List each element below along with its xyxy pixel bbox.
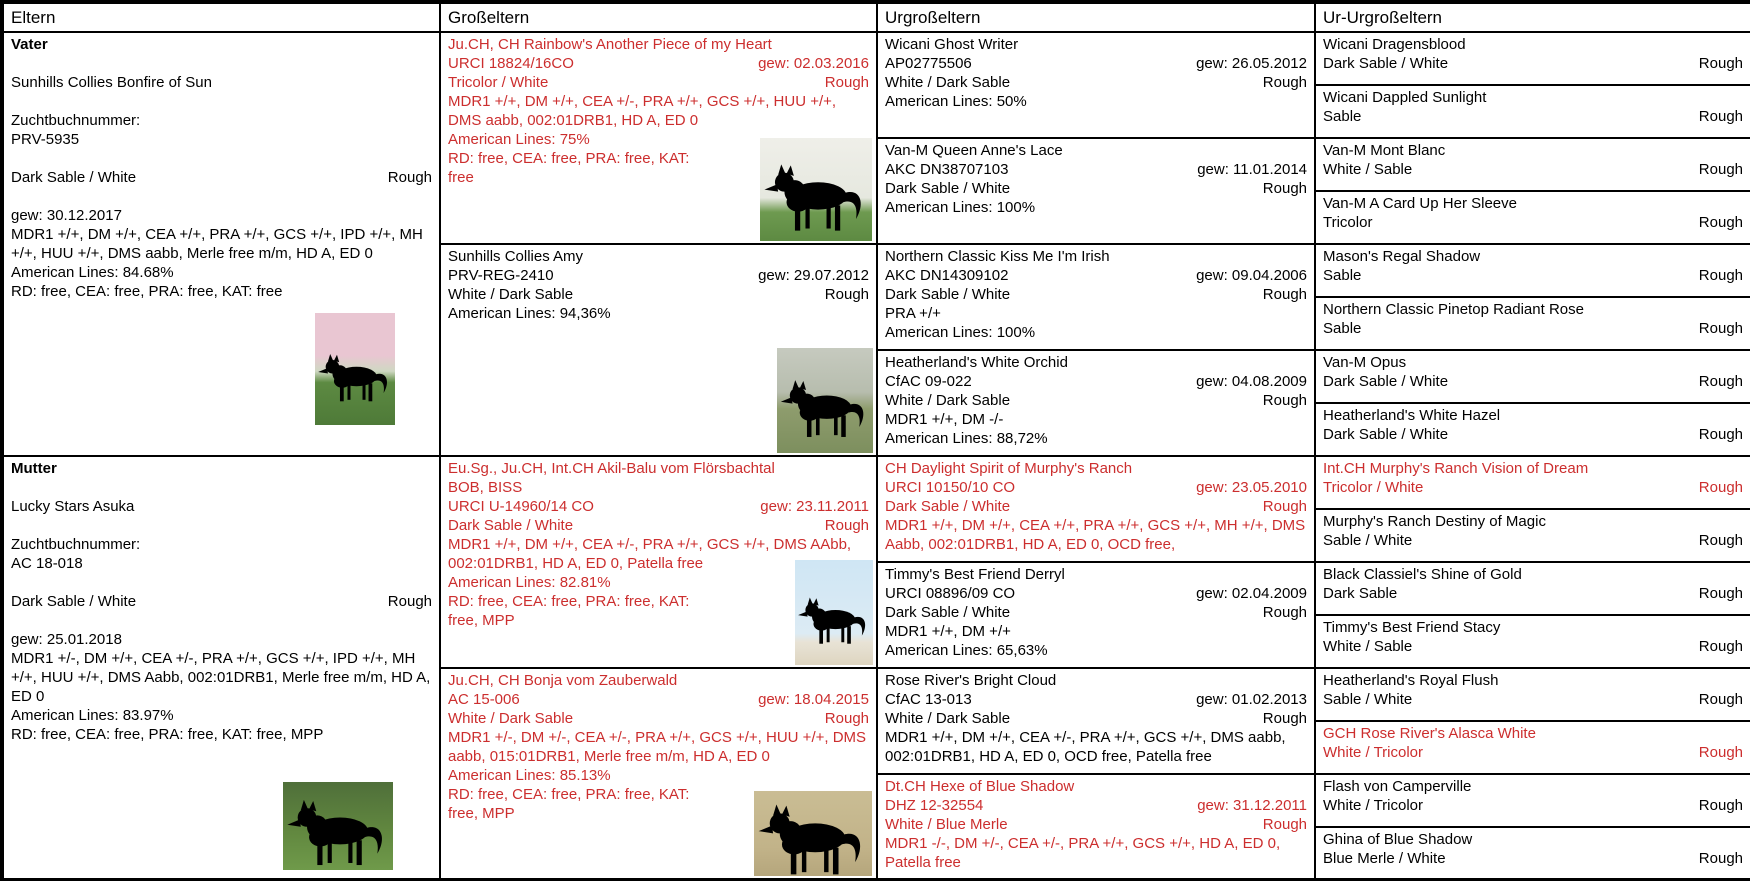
birth-date: gew: 01.02.2013 xyxy=(1196,691,1307,708)
genetics: American Lines: 50% xyxy=(885,93,1027,110)
registration-number: AP02775506 xyxy=(885,55,972,72)
genetics: MDR1 +/+, DM +/+, CEA +/-, PRA +/+, GCS +/+, DMS aabb, 002:01DRB1, HD A, ED 0, OCD free, Patella free xyxy=(885,729,1286,765)
coat-type: Rough xyxy=(1262,180,1307,197)
american-lines: American Lines: 82.81% xyxy=(448,574,611,591)
coat-color: White / Dark Sable xyxy=(448,286,574,303)
coat-color: Dark Sable / White xyxy=(11,169,137,186)
coat-color: Dark Sable / White xyxy=(11,593,137,610)
registration-number: AKC DN14309102 xyxy=(885,267,1009,284)
coat-type: Rough xyxy=(824,286,869,303)
registration-number: AC 15-006 xyxy=(448,691,520,708)
dog-name: CH Daylight Spirit of Murphy's Ranch xyxy=(885,460,1133,477)
genetics: MDR1 +/+, DM +/+, CEA +/-, PRA +/+, GCS +/+, HUU +/+, DMS aabb, 002:01DRB1, HD A, ED 0 xyxy=(448,93,837,129)
coat-type: Rough xyxy=(824,517,869,534)
dog-name: Ghina of Blue Shadow xyxy=(1323,831,1473,848)
genetics: MDR1 +/+, DM +/+, CEA +/+, PRA +/+, GCS +/+, IPD +/+, MH +/+, HUU +/+, DMS aabb, Merle free m/m, HD A, ED 0 xyxy=(11,226,423,262)
great-grandparent-cell-4 xyxy=(877,350,1315,456)
coat-color: Sable / White xyxy=(1323,532,1413,549)
coat-type: Rough xyxy=(1262,816,1307,833)
dog-name: Mason's Regal Shadow xyxy=(1323,248,1481,265)
coat-type: Rough xyxy=(824,74,869,91)
great-grandparent-cell-5 xyxy=(877,456,1315,562)
dog-name: Van-M Opus xyxy=(1323,354,1407,371)
birth-date: gew: 23.11.2011 xyxy=(760,498,869,515)
birth-date: gew: 02.03.2016 xyxy=(758,55,869,72)
great-grandparent-cell-2 xyxy=(877,138,1315,244)
coat-type: Rough xyxy=(1698,479,1743,496)
registration-number: DHZ 12-32554 xyxy=(885,797,984,814)
column-header-ur-urgrosseltern: Ur-Urgroßeltern xyxy=(1315,2,1750,32)
coat-type: Rough xyxy=(1698,267,1743,284)
great-great-grandparent-cell-15 xyxy=(1315,774,1750,827)
studbook-number: PRV-5935 xyxy=(11,131,80,148)
registration-number: PRV-REG-2410 xyxy=(448,267,554,284)
coat-color: White / Dark Sable xyxy=(885,392,1011,409)
parent-role: Vater xyxy=(11,36,48,53)
parent-cell-mutter xyxy=(2,456,440,880)
grandparent-cell-3 xyxy=(440,456,877,668)
great-great-grandparent-cell-4 xyxy=(1315,191,1750,244)
coat-type: Rough xyxy=(1698,744,1743,761)
birth-date: gew: 09.04.2006 xyxy=(1196,267,1307,284)
american-lines: American Lines: 75% xyxy=(448,131,590,148)
coat-color: Sable / White xyxy=(1323,691,1413,708)
genetics: MDR1 +/-, DM +/-, CEA +/-, PRA +/+, GCS +/+, HUU +/+, DMS aabb, 015:01DRB1, Merle free m/m, HD A, ED 0 xyxy=(448,729,867,765)
coat-color: Tricolor / White xyxy=(448,74,549,91)
dog-name: Lucky Stars Asuka xyxy=(11,498,135,515)
registration-number: URCI 08896/09 CO xyxy=(885,585,1016,602)
great-grandparent-cell-8 xyxy=(877,774,1315,880)
dog-name: Rose River's Bright Cloud xyxy=(885,672,1057,689)
health-tests: RD: free, CEA: free, PRA: free, KAT: free, MPP xyxy=(11,726,324,743)
great-great-grandparent-cell-12 xyxy=(1315,615,1750,668)
coat-color: Dark Sable / White xyxy=(885,180,1011,197)
coat-type: Rough xyxy=(1262,604,1307,621)
grandparent-cell-1 xyxy=(440,32,877,244)
dog-name: Int.CH Murphy's Ranch Vision of Dream xyxy=(1323,460,1589,477)
dog-photo xyxy=(777,348,873,453)
american-lines: American Lines: 100% xyxy=(885,324,1036,341)
dog-name: Ju.CH, CH Rainbow's Another Piece of my Heart xyxy=(448,36,772,53)
american-lines: American Lines: 94,36% xyxy=(448,305,611,322)
dog-name: Black Classiel's Shine of Gold xyxy=(1323,566,1522,583)
registration-number: CfAC 09-022 xyxy=(885,373,972,390)
birth-date: gew: 30.12.2017 xyxy=(11,207,122,224)
genetics: MDR1 -/-, DM +/-, CEA +/-, PRA +/+, GCS +/+, HD A, ED 0, Patella free xyxy=(885,835,1281,871)
coat-color: Dark Sable / White xyxy=(885,498,1011,515)
dog-name: Sunhills Collies Bonfire of Sun xyxy=(11,74,212,91)
health-tests: RD: free, CEA: free, PRA: free, KAT: free, MPP xyxy=(448,593,690,629)
coat-type: Rough xyxy=(1262,286,1307,303)
coat-type: Rough xyxy=(1262,74,1307,91)
coat-type: Rough xyxy=(1698,691,1743,708)
column-header-eltern: Eltern xyxy=(2,2,440,32)
birth-date: gew: 23.05.2010 xyxy=(1196,479,1307,496)
great-great-grandparent-cell-14 xyxy=(1315,721,1750,774)
dog-name: Wicani Dragensblood xyxy=(1323,36,1466,53)
coat-type: Rough xyxy=(1262,498,1307,515)
coat-color: Sable xyxy=(1323,267,1362,284)
coat-type: Rough xyxy=(1698,55,1743,72)
genetics: MDR1 +/+, DM +/+, CEA +/-, PRA +/+, GCS +/+, DMS AAbb, 002:01DRB1, HD A, ED 0, Patella free xyxy=(448,536,852,572)
dog-name: Northern Classic Pinetop Radiant Rose xyxy=(1323,301,1584,318)
coat-color: White / Dark Sable xyxy=(885,710,1011,727)
coat-type: Rough xyxy=(1262,392,1307,409)
american-lines: American Lines: 65,63% xyxy=(885,642,1048,659)
great-great-grandparent-cell-11 xyxy=(1315,562,1750,615)
dog-name: Eu.Sg., Ju.CH, Int.CH Akil-Balu vom Flörsbachtal xyxy=(448,460,775,477)
coat-color: Blue Merle / White xyxy=(1323,850,1446,867)
dog-name: Wicani Dappled Sunlight xyxy=(1323,89,1487,106)
dog-name: Van-M A Card Up Her Sleeve xyxy=(1323,195,1517,212)
header-row xyxy=(2,2,1750,32)
dog-photo xyxy=(760,138,872,241)
birth-date: gew: 31.12.2011 xyxy=(1197,797,1307,814)
birth-date: gew: 18.04.2015 xyxy=(758,691,869,708)
genetics: MDR1 +/-, DM +/+, CEA +/-, PRA +/+, GCS +/+, IPD +/+, MH +/+, HUU +/+, DMS Aabb, 002:01DRB1, Merle free m/m, HD A, ED 0 xyxy=(11,650,431,705)
grandparent-cell-4 xyxy=(440,668,877,880)
coat-color: Dark Sable / White xyxy=(885,286,1011,303)
coat-type: Rough xyxy=(824,710,869,727)
dog-name: Heatherland's White Orchid xyxy=(885,354,1068,371)
great-great-grandparent-cell-16 xyxy=(1315,827,1750,880)
great-great-grandparent-cell-9 xyxy=(1315,456,1750,509)
great-great-grandparent-cell-5 xyxy=(1315,244,1750,297)
dog-photo xyxy=(754,791,872,876)
dog-photo xyxy=(795,560,873,665)
registration-number: CfAC 13-013 xyxy=(885,691,972,708)
dog-name: Wicani Ghost Writer xyxy=(885,36,1019,53)
coat-type: Rough xyxy=(1698,214,1743,231)
coat-type: Rough xyxy=(1698,108,1743,125)
great-great-grandparent-cell-10 xyxy=(1315,509,1750,562)
genetics: MDR1 +/+, DM -/- xyxy=(885,411,1004,428)
dog-photo xyxy=(315,313,395,425)
great-great-grandparent-cell-8 xyxy=(1315,403,1750,456)
great-grandparent-cell-6 xyxy=(877,562,1315,668)
studbook-label: Zuchtbuchnummer: xyxy=(11,112,141,129)
coat-color: White / Dark Sable xyxy=(448,710,574,727)
dog-name: Heatherland's Royal Flush xyxy=(1323,672,1499,689)
american-lines: American Lines: 83.97% xyxy=(11,707,174,724)
dog-name: Northern Classic Kiss Me I'm Irish xyxy=(885,248,1110,265)
american-lines: American Lines: 85.13% xyxy=(448,767,611,784)
great-great-grandparent-cell-6 xyxy=(1315,297,1750,350)
coat-type: Rough xyxy=(1698,320,1743,337)
great-great-grandparent-cell-1 xyxy=(1315,32,1750,85)
coat-color: Tricolor xyxy=(1323,214,1373,231)
registration-number: URCI U-14960/14 CO xyxy=(448,498,594,515)
grandparent-cell-2 xyxy=(440,244,877,456)
birth-date: gew: 02.04.2009 xyxy=(1196,585,1307,602)
dog-name: Murphy's Ranch Destiny of Magic xyxy=(1323,513,1546,530)
coat-color: Dark Sable / White xyxy=(1323,426,1449,443)
coat-color: Dark Sable / White xyxy=(448,517,574,534)
coat-type: Rough xyxy=(1698,426,1743,443)
coat-type: Rough xyxy=(1698,585,1743,602)
coat-type: Rough xyxy=(1698,532,1743,549)
birth-date: gew: 29.07.2012 xyxy=(758,267,869,284)
great-grandparent-cell-7 xyxy=(877,668,1315,774)
dog-name: Dt.CH Hexe of Blue Shadow xyxy=(885,778,1075,795)
studbook-number: AC 18-018 xyxy=(11,555,83,572)
great-great-grandparent-cell-3 xyxy=(1315,138,1750,191)
birth-date: gew: 04.08.2009 xyxy=(1196,373,1307,390)
genetics: PRA +/+ xyxy=(885,305,941,322)
dog-name: Ju.CH, CH Bonja vom Zauberwald xyxy=(448,672,678,689)
great-grandparent-cell-1 xyxy=(877,32,1315,138)
great-grandparent-cell-3 xyxy=(877,244,1315,350)
american-lines: American Lines: 88,72% xyxy=(885,430,1048,447)
dog-name: GCH Rose River's Alasca White xyxy=(1323,725,1536,742)
registration-number: URCI 10150/10 CO xyxy=(885,479,1016,496)
coat-color: White / Dark Sable xyxy=(885,74,1011,91)
coat-type: Rough xyxy=(1698,161,1743,178)
coat-color: Dark Sable xyxy=(1323,585,1398,602)
genetics: MDR1 +/+, DM +/+ xyxy=(885,623,1011,640)
parent-cell-vater xyxy=(2,32,440,456)
great-great-grandparent-cell-2 xyxy=(1315,85,1750,138)
coat-color: White / Sable xyxy=(1323,161,1413,178)
health-tests: RD: free, CEA: free, PRA: free, KAT: free xyxy=(11,283,283,300)
american-lines: American Lines: 84.68% xyxy=(11,264,174,281)
dog-name: Timmy's Best Friend Stacy xyxy=(1323,619,1501,636)
dog-name: Sunhills Collies Amy xyxy=(448,248,584,265)
coat-type: Rough xyxy=(1698,638,1743,655)
coat-type: Rough xyxy=(1698,850,1743,867)
coat-color: White / Blue Merle xyxy=(885,816,1008,833)
dog-name: Flash von Camperville xyxy=(1323,778,1472,795)
dog-name: Van-M Mont Blanc xyxy=(1323,142,1446,159)
birth-date: gew: 11.01.2014 xyxy=(1197,161,1307,178)
column-header-grosseltern: Großeltern xyxy=(440,2,877,32)
dog-name: Timmy's Best Friend Derryl xyxy=(885,566,1065,583)
health-tests: RD: free, CEA: free, PRA: free, KAT: free, MPP xyxy=(448,786,690,822)
coat-type: Rough xyxy=(1698,797,1743,814)
registration-number: URCI 18824/16CO xyxy=(448,55,574,72)
coat-color: White / Tricolor xyxy=(1323,744,1424,761)
great-great-grandparent-cell-13 xyxy=(1315,668,1750,721)
genetics: MDR1 +/+, DM +/+, CEA +/+, PRA +/+, GCS +/+, MH +/+, DMS Aabb, 002:01DRB1, HD A, ED 0, OCD free, xyxy=(885,517,1306,553)
studbook-label: Zuchtbuchnummer: xyxy=(11,536,141,553)
coat-color: White / Sable xyxy=(1323,638,1413,655)
dog-photo xyxy=(283,782,393,870)
coat-type: Rough xyxy=(387,593,432,610)
coat-type: Rough xyxy=(1262,710,1307,727)
health-tests: RD: free, CEA: free, PRA: free, KAT: free xyxy=(448,150,690,186)
coat-color: Sable xyxy=(1323,108,1362,125)
coat-color: Dark Sable / White xyxy=(885,604,1011,621)
coat-type: Rough xyxy=(387,169,432,186)
coat-color: Dark Sable / White xyxy=(1323,55,1449,72)
parent-role: Mutter xyxy=(11,460,57,477)
coat-color: Dark Sable / White xyxy=(1323,373,1449,390)
column-header-urgrosseltern: Urgroßeltern xyxy=(877,2,1315,32)
birth-date: gew: 26.05.2012 xyxy=(1196,55,1307,72)
dog-titles: BOB, BISS xyxy=(448,479,523,496)
birth-date: gew: 25.01.2018 xyxy=(11,631,122,648)
coat-color: Sable xyxy=(1323,320,1362,337)
great-great-grandparent-cell-7 xyxy=(1315,350,1750,403)
dog-name: Van-M Queen Anne's Lace xyxy=(885,142,1063,159)
coat-color: Tricolor / White xyxy=(1323,479,1424,496)
registration-number: AKC DN38707103 xyxy=(885,161,1009,178)
genetics: American Lines: 100% xyxy=(885,199,1036,216)
dog-name: Heatherland's White Hazel xyxy=(1323,407,1501,424)
coat-type: Rough xyxy=(1698,373,1743,390)
coat-color: White / Tricolor xyxy=(1323,797,1424,814)
